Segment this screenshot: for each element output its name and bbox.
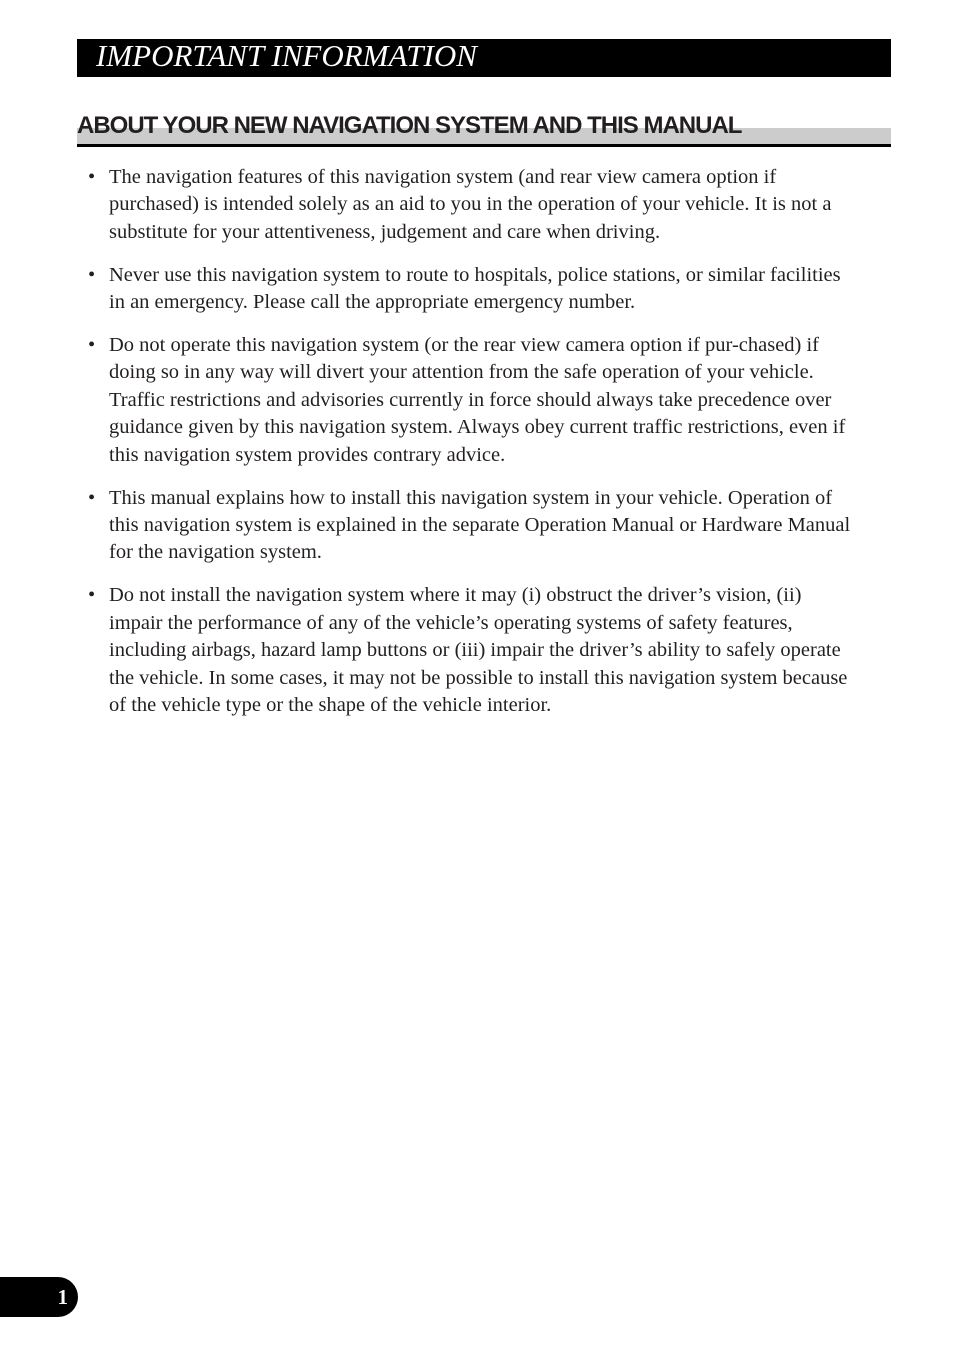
list-item <box>88 262 860 317</box>
page-number-tab <box>0 1277 78 1317</box>
bullet-text: The navigation features of this navigation system (and rear view camera option if purchased) is intended solely as an aid to you in the operation of your vehicle. It is not a substitute for your attentiveness, judgement and care when driving. <box>109 166 832 243</box>
section-heading: ABOUT YOUR NEW NAVIGATION SYSTEM AND THIS MANUAL <box>77 112 742 139</box>
list-item <box>88 164 860 246</box>
page-number: 1 <box>57 1285 68 1309</box>
bullet-list <box>88 164 860 735</box>
bullet-text: Do not operate this navigation system (or the rear view camera option if pur-chased) if doing so in any way will divert your attention from the safe operation of your vehicle. Traffic restrictions and advisories currently in force should always take precedence over guidance given by this navigation system. Always obey current traffic restrictions, even if this navigation system provides contrary advice. <box>109 334 846 466</box>
bullet-text: Do not install the navigation system where it may (i) obstruct the driver’s vision, (ii) impair the performance of any of the vehicle’s operating systems of safety features, including airbags, hazard lamp buttons or (iii) impair the driver’s ability to safely operate the vehicle. In some cases, it may not be possible to install this navigation system because of the vehicle type or the shape of the vehicle interior. <box>109 584 848 716</box>
bullet-marker: • <box>88 334 96 357</box>
bullet-marker: • <box>88 584 96 607</box>
list-item <box>88 582 860 719</box>
page-title: IMPORTANT INFORMATION <box>96 38 477 73</box>
section-heading-block <box>77 110 891 146</box>
list-item <box>88 332 860 469</box>
bullet-marker: • <box>88 486 96 509</box>
page-title-bar <box>77 39 891 77</box>
list-item <box>88 485 860 567</box>
section-heading-rule <box>77 144 891 147</box>
bullet-marker: • <box>88 263 96 286</box>
bullet-text: This manual explains how to install this navigation system in your vehicle. Operation of this navigation system is explained in the separate Operation Manual or Hardware Manual for the navigation system. <box>109 486 851 564</box>
bullet-marker: • <box>88 166 96 188</box>
bullet-text: Never use this navigation system to route to hospitals, police stations, or similar facilities in an emergency. Please call the appropriate emergency number. <box>109 263 841 314</box>
